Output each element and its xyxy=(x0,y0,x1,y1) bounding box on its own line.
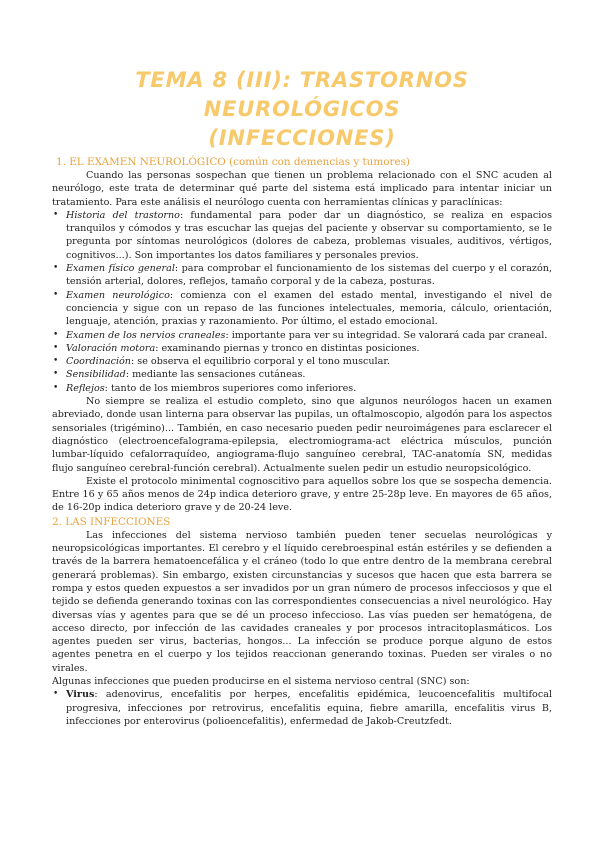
item-text: : mediante las sensaciones cutáneas. xyxy=(125,369,306,381)
title-line-2: (INFECCIONES) xyxy=(208,126,396,150)
bullet-icon: • xyxy=(53,382,59,393)
section-1-paragraph-2: No siempre se realiza el estudio completo, sino que algunos neurólogos hacen un examen abreviado, donde usan linterna para observar las pupilas, un oftalmoscopio, algodón para los aspectos sensoriales (trigémino)... También, en caso necesario pueden pedir neuroimágenes para esclarecer el diagnóstico (electroencefalograma-epilepsia, electromiograma-act eléctrica músculos, punción lumbar-líquido cefalorraquídeo, angiograma-flujo sanguíneo cerebral, TAC-anatomía SN, medidas flujo sanguíneo cerebral-función cerebral). Actualmente suelen pedir un estudio neuropsicológico. xyxy=(52,396,552,474)
item-term: Valoración motora xyxy=(66,342,156,354)
item-term: Historia del trastorno xyxy=(66,209,180,221)
section-2-paragraph-1: Las infecciones del sistema nervioso también pueden tener secuelas neurológicas y neuropsicológicas importantes. El cerebro y el líquido cerebroespinal están estériles y se defienden a través de la barrera hematoencefálica y el cráneo (todo lo que entre dentro de la membrana cerebral generará problemas). Sin embargo, existen circunstancias y sucesos que hacen que esta barrera se rompa y estos queden expuestos a ser invadidos por un gran número de procesos infecciosos y que el tejido se defienda generando toxinas con las correspondientes consecuencias a nivel neurológico. Hay diversas vías y agentes para que se dé un proceso infeccioso. Las vías pueden ser hematógena, de acceso directo, por infección de las cavidades craneales y por procesos intracitoplasmáticos. Los agentes pueden ser virus, bacterias, hongos... La infección se produce porque alguno de estos agentes penetra en el cuerpo y los tejidos reaccionan generando toxinas. Pueden ser virales o no virales. xyxy=(52,529,552,674)
item-text: : adenovirus, encefalitis por herpes, encefalitis epidémica, leucoencefalitis multifocal progresiva, infecciones por retrovirus, encefalitis equina, fiebre amarilla, encefalitis virus B, infecciones por enterovirus (polioencefalitis), enfermedad de Jakob-Creutzfedt. xyxy=(66,689,552,727)
list-item xyxy=(52,368,552,381)
bullet-icon: • xyxy=(53,356,59,367)
item-term: Sensibilidad xyxy=(66,369,126,381)
list-item xyxy=(52,329,552,342)
item-text: : importante para ver su integridad. Se valorará cada par craneal. xyxy=(225,329,548,341)
list-item xyxy=(52,355,552,368)
item-text: : comienza con el examen del estado mental, investigando el nivel de conciencia y sigue con un repaso de las funciones intelectuales, memoria, cálculo, orientación, lenguaje, atención, praxias y razonamiento. Por último, el estado emocional. xyxy=(66,289,552,328)
item-term: Coordinación xyxy=(66,356,131,368)
list-item xyxy=(52,688,552,728)
bullet-icon: • xyxy=(53,263,59,274)
item-term: Examen de los nervios craneales xyxy=(66,329,226,341)
bullet-icon: • xyxy=(53,689,59,700)
infections-list xyxy=(52,688,552,728)
item-text: : para comprobar el funcionamiento de los sistemas del cuerpo y el corazón, tensión arterial, dolores, reflejos, tamaño corporal y de la cabeza, posturas. xyxy=(66,263,552,288)
section-1-heading: 1. EL EXAMEN NEUROLÓGICO (común con demencias y tumores) xyxy=(56,156,410,168)
section-1-intro: Cuando las personas sospechan que tienen un problema relacionado con el SNC acuden al neurólogo, este trata de determinar qué parte del sistema está implicado para intentar iniciar un tratamiento. Para este análisis el neurólogo cuenta con herramientas clínicas y paraclínicas: xyxy=(52,170,552,208)
item-text: : tanto de los miembros superiores como inferiores. xyxy=(104,382,357,394)
section-1-paragraph-3: Existe el protocolo minimental cognoscitivo para aquellos sobre los que se sospecha demencia. Entre 16 y 65 años menos de 24p indica deterioro grave, y entre 25-28p leve. En mayores de 65 años, de 16-20p indica deterioro grave y de 20-24 leve. xyxy=(52,475,552,514)
section-2-heading: 2. LAS INFECCIONES xyxy=(52,515,171,528)
item-text: : se observa el equilibrio corporal y el tono muscular. xyxy=(130,356,390,368)
bullet-icon: • xyxy=(53,342,59,353)
bullet-icon: • xyxy=(53,289,59,300)
list-item xyxy=(52,382,552,395)
item-text: : examinando piernas y tronco en distintas posiciones. xyxy=(155,342,420,354)
section-2-paragraph-2: Algunas infecciones que pueden producirse en el sistema nervioso central (SNC) son: xyxy=(52,675,470,687)
list-item xyxy=(52,289,552,329)
bullet-icon: • xyxy=(53,329,59,340)
item-term: Virus xyxy=(66,689,95,701)
bullet-icon: • xyxy=(53,369,59,380)
bullet-icon: • xyxy=(53,209,59,220)
item-term: Examen neurológico xyxy=(66,289,170,301)
item-term: Examen físico general xyxy=(66,263,175,275)
list-item xyxy=(52,262,552,289)
tools-list xyxy=(52,209,552,395)
title-line-1: TEMA 8 (III): TRASTORNOS NEUROLÓGICOS xyxy=(135,68,469,121)
list-item xyxy=(52,342,552,355)
section-1-subheading: (común con demencias y tumores) xyxy=(229,156,410,168)
list-item xyxy=(52,209,552,262)
item-term: Reflejos xyxy=(66,382,105,394)
item-text: : fundamental para poder dar un diagnóstico, se realiza en espacios tranquilos y cómodos y tras escuchar las quejas del paciente y observar su comportamiento, se le pregunta por síntomas neurológicos (dolores de cabeza, problemas visuales, auditivos, vértigos, cognitivos...). Son importantes los datos familiares y personales previos. xyxy=(66,209,552,261)
document-title xyxy=(52,0,552,153)
